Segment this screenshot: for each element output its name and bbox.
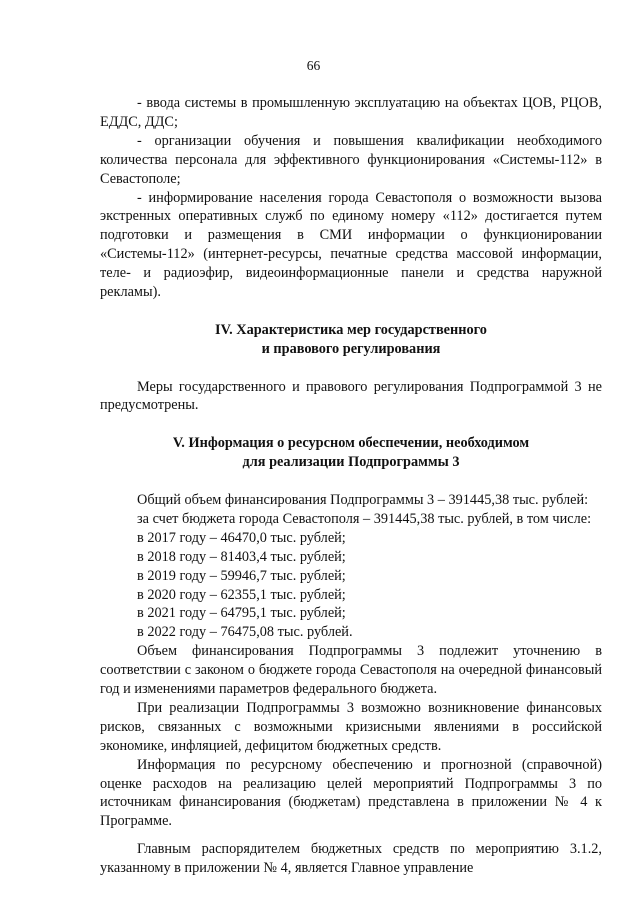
financing-year-item: в 2018 году – 81403,4 тыс. рублей; <box>137 548 346 565</box>
body-paragraph: Информация по ресурсному обеспечению и прогнозной (справочной) оценке расходов на реализацию целей мероприятий Подпрограммы 3 по источникам финансирования (бюджетам) представлена в приложении № 4 к Программе. <box>100 756 602 830</box>
financing-year-item: в 2022 году – 76475,08 тыс. рублей. <box>137 624 353 641</box>
section-5-heading: V. Информация о ресурсном обеспечении, необходимом <box>172 435 530 452</box>
bullet-paragraph: - информирование населения города Севастополя о возможности вызова экстренных оперативных служб по единому номеру «112» достигается путем подготовки и размещения в СМИ информации о функционировании «Системы-112» (интернет-ресурсы, печатные средства массовой информации, теле- и радиоэфир, видеоинформационные панели и средства наружной рекламы). <box>100 189 602 301</box>
financing-budget: за счет бюджета города Севастополя – 391445,38 тыс. рублей, в том числе: <box>137 510 592 527</box>
section-4-heading: IV. Характеристика мер государственного <box>215 321 487 338</box>
financing-total: Общий объем финансирования Подпрограммы 3 – 391445,38 тыс. рублей: <box>137 491 589 508</box>
bullet-paragraph: - ввода системы в промышленную эксплуатацию на объектах ЦОВ, РЦОВ, ЕДДС, ДДС; <box>100 95 602 130</box>
financing-year-item: в 2019 году – 59946,7 тыс. рублей; <box>137 567 346 584</box>
bullet-paragraph: - организации обучения и повышения квалификации необходимого количества персонала для эффективного функционирования «Системы-112» в Севастополе; <box>100 132 602 187</box>
financing-year-item: в 2021 году – 64795,1 тыс. рублей; <box>137 605 346 622</box>
section-5-heading-line2: для реализации Подпрограммы 3 <box>242 454 460 471</box>
financing-year-item: в 2020 году – 62355,1 тыс. рублей; <box>137 586 346 603</box>
document-body <box>100 94 602 878</box>
section-4-text: Меры государственного и правового регулирования Подпрограммой 3 не предусмотрены. <box>100 378 602 414</box>
section-4-heading-line2: и правового регулирования <box>261 340 441 357</box>
financing-year-item: в 2017 году – 46470,0 тыс. рублей; <box>137 529 346 546</box>
body-paragraph: При реализации Подпрограммы 3 возможно возникновение финансовых рисков, связанных с возможными кризисными явлениями в российской экономике, инфляцией, дефицитом бюджетных средств. <box>100 699 602 754</box>
page-number: 66 <box>306 58 321 73</box>
body-paragraph: Объем финансирования Подпрограммы 3 подлежит уточнению в соответствии с законом о бюджете города Севастополя на очередной финансовый год и изменениями параметров федерального бюджета. <box>100 643 602 698</box>
body-paragraph: Главным распорядителем бюджетных средств по мероприятию 3.1.2, указанному в приложении № 4, является Главное управление <box>100 841 602 877</box>
